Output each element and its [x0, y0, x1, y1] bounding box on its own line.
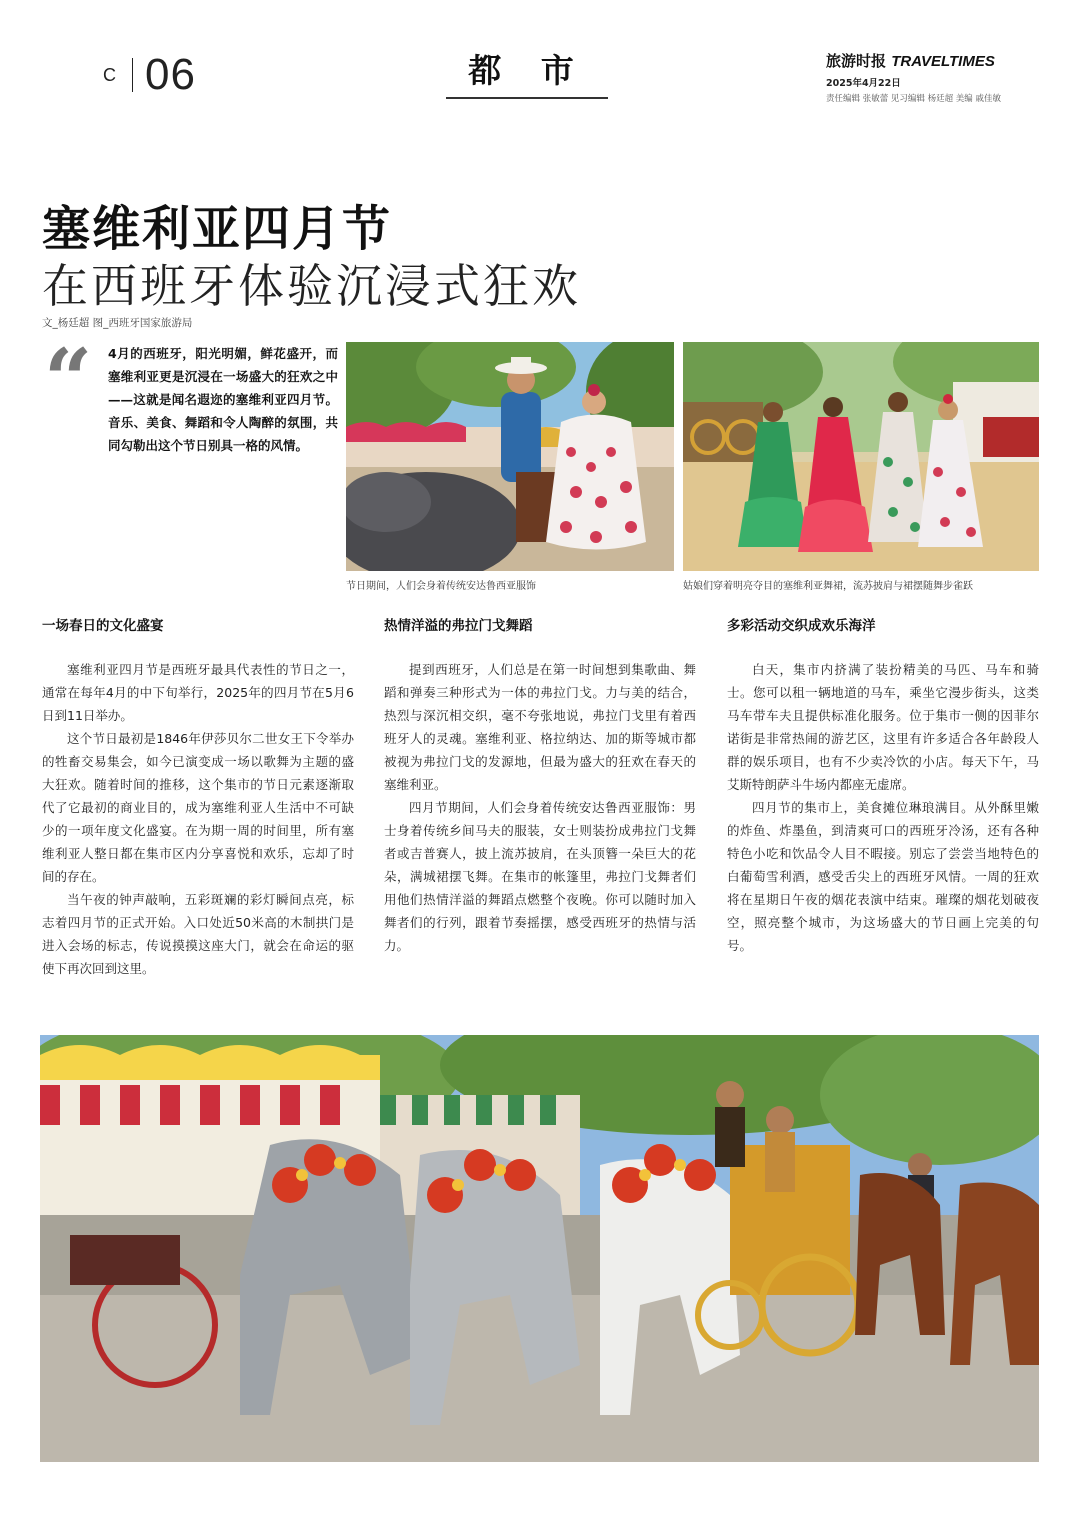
paragraph: 四月节期间，人们会身着传统安达鲁西亚服饰：男士身着传统乡间马夫的服装，女士则装扮成弗拉门戈舞者或吉普赛人，披上流苏披肩，在头顶簪一朵巨大的花朵，满城裙摆飞舞。在集市的帐篷里，弗拉门戈舞者们用他们热情洋溢的舞蹈点燃整个夜晚。你可以随时加入舞者们的行列，跟着节奏摇摆，感受西班牙的热情与活力。: [384, 800, 696, 953]
quote-mark-icon: “: [44, 330, 93, 429]
paper-name-cn: 旅游时报: [826, 52, 887, 70]
paragraph: 提到西班牙，人们总是在第一时间想到集歌曲、舞蹈和弹奏三种形式为一体的弗拉门戈。力与美的结合，热烈与深沉相交织，毫不夸张地说，弗拉门戈里有着西班牙人的灵魂。塞维利亚、格拉纳达、加的斯等城市都被视为弗拉门戈的发源地，但最为盛大的狂欢在春天的塞维利亚。: [384, 662, 696, 792]
column-heading: 多彩活动交织成欢乐海洋: [727, 618, 876, 634]
paragraph: 当午夜的钟声敲响，五彩斑斓的彩灯瞬间点亮，标志着四月节的正式开始。入口处近50米高的木制拱门是进入会场的标志，传说摸摸这座大门，就会在命运的驱使下再次回到这里。: [42, 892, 354, 976]
photo-flamenco-dresses: [683, 342, 1039, 571]
photo-caption-1: 节日期间，人们会身着传统安达鲁西亚服饰: [346, 581, 536, 592]
section-title-rule: [446, 97, 608, 99]
paragraph: 这个节日最初是1846年伊莎贝尔二世女王下令举办的牲畜交易集会，如今已演变成一场以歌舞为主题的盛大狂欢。随着时间的推移，这个集市的节日元素逐渐取代了它最初的商业目的，成为塞维利亚人生活中不可缺少的一项年度文化盛宴。在为期一周的时间里，所有塞维利亚人整日都在集市区内分享喜悦和欢乐，忘却了时间的存在。: [42, 731, 354, 884]
article-column-1: [42, 614, 354, 980]
column-heading: 一场春日的文化盛宴: [42, 618, 164, 634]
lead-paragraph: 4月的西班牙，阳光明媚，鲜花盛开，而塞维利亚更是沉浸在一场盛大的狂欢之中——这就是闻名遐迩的塞维利亚四月节。音乐、美食、舞蹈和令人陶醉的氛围，共同勾勒出这个节日别具一格的风情。: [108, 346, 338, 453]
masthead-name: [826, 50, 1046, 71]
headline-sub: 在西班牙体验沉浸式狂欢: [42, 259, 581, 313]
page-label-divider: [132, 58, 133, 92]
section-title: 都 市: [468, 51, 588, 90]
paragraph: 白天，集市内挤满了装扮精美的马匹、马车和骑士。您可以租一辆地道的马车，乘坐它漫步街头，这类马车带车夫且提供标准化服务。位于集市一侧的因菲尔诺街是非常热闹的游艺区，这里有许多适合各年龄段人群的娱乐项目，也有不少卖冷饮的小店。每天下午，马艾斯特朗萨斗牛场内都座无虚席。: [727, 662, 1039, 792]
byline: 文_杨廷超 图_西班牙国家旅游局: [42, 317, 193, 329]
editor-credits: 责任编辑 张敏蕾 见习编辑 杨廷超 美编 戚佳敏: [826, 94, 1002, 104]
paragraph: 塞维利亚四月节是西班牙最具代表性的节日之一，通常在每年4月的中下旬举行，2025年的四月节在5月6日到11日举办。: [42, 662, 354, 723]
paragraph: 四月节的集市上，美食摊位琳琅满目。从外酥里嫩的炸鱼、炸墨鱼，到清爽可口的西班牙冷汤，还有各种特色小吃和饮品令人目不暇接。别忘了尝尝当地特色的白葡萄雪利酒，感受舌尖上的西班牙风情。一周的狂欢将在星期日午夜的烟花表演中结束。璀璨的烟花划破夜空，照亮整个城市，为这场盛大的节日画上完美的句号。: [727, 800, 1039, 953]
photo-caption-2: 姑娘们穿着明亮夺目的塞维利亚舞裙，流苏披肩与裙摆随舞步雀跃: [683, 581, 973, 592]
article-column-2: [384, 614, 696, 957]
photo-horse-carriage: [40, 1035, 1039, 1462]
headline-main: 塞维利亚四月节: [42, 201, 393, 257]
masthead: [826, 50, 1046, 104]
section-letter: C: [103, 64, 118, 85]
photo-rider-and-dancer: [346, 342, 674, 571]
paper-name-en: TRAVELTIMES: [891, 53, 995, 70]
column-heading: 热情洋溢的弗拉门戈舞蹈: [384, 618, 533, 634]
issue-date: 2025年4月22日: [826, 78, 901, 89]
article-column-3: [727, 614, 1039, 957]
page-label: [103, 52, 196, 98]
page-number: 06: [145, 50, 196, 99]
